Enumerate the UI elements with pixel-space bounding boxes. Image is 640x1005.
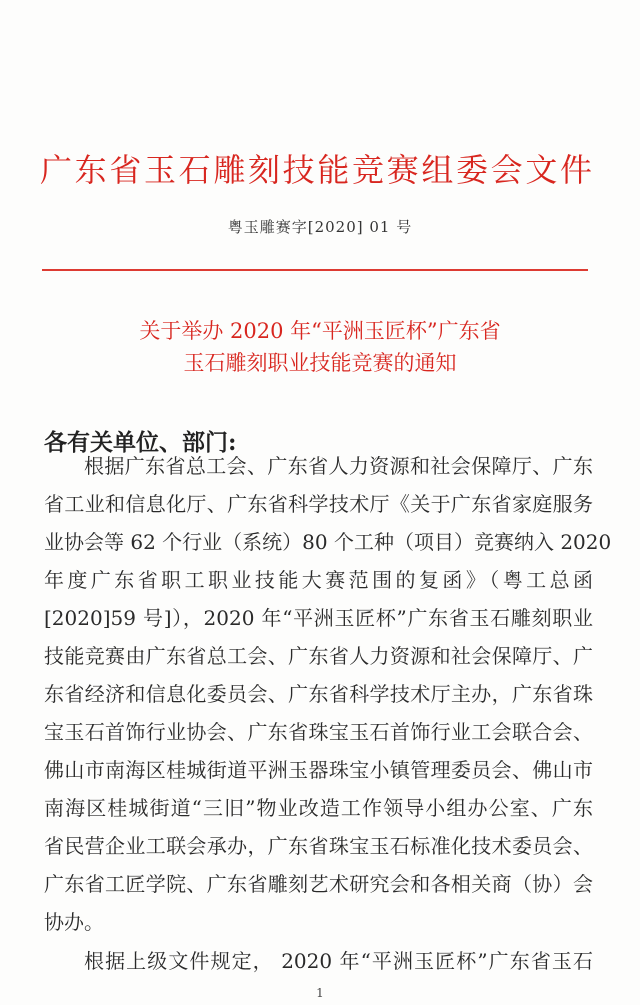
body-line: 年度广东省职工职业技能大赛范围的复函》（粤工总函 — [44, 568, 593, 592]
body-line: 省民营企业工联会承办，广东省珠宝玉石标准化技术委员会、 — [44, 834, 593, 858]
red-divider — [42, 269, 588, 271]
body-line: 省工业和信息化厅、广东省科学技术厅《关于广东省家庭服务 — [44, 492, 593, 516]
body-line: 业协会等 62 个行业（系统）80 个工种（项目）竞赛纳入 2020 — [44, 530, 612, 554]
body-line: 技能竞赛由广东省总工会、广东省人力资源和社会保障厅、广 — [44, 644, 593, 668]
body-line: 协办。 — [44, 910, 104, 934]
body-line: 根据广东省总工会、广东省人力资源和社会保障厅、广东 — [84, 454, 593, 478]
body-line: 南海区桂城街道“三旧”物业改造工作领导小组办公室、广东 — [44, 796, 593, 820]
body-line: 宝玉石首饰行业协会、广东省珠宝玉石首饰行业工会联合会、 — [44, 720, 593, 744]
body-line: [2020]59 号]），2020 年“平洲玉匠杯”广东省玉石雕刻职业 — [44, 606, 593, 630]
body-line: 东省经济和信息化委员会、广东省科学技术厅主办，广东省珠 — [44, 682, 593, 706]
body-line: 根据上级文件规定， 2020 年“平洲玉匠杯”广东省玉石 — [84, 949, 593, 973]
page-number: 1 — [316, 986, 324, 1000]
subject-line-2: 玉石雕刻职业技能竞赛的通知 — [183, 351, 457, 375]
document-header-title: 广东省玉石雕刻技能竞赛组委会文件 — [40, 151, 592, 189]
document-number: 粤玉雕赛字[2020] 01 号 — [227, 218, 413, 236]
greeting: 各有关单位、部门: — [44, 429, 237, 456]
body-line: 佛山市南海区桂城街道平洲玉器珠宝小镇管理委员会、佛山市 — [44, 758, 593, 782]
body-line: 广东省工匠学院、广东省雕刻艺术研究会和各相关商（协）会 — [44, 872, 593, 896]
subject-line-1: 关于举办 2020 年“平洲玉匠杯”广东省 — [139, 319, 501, 343]
